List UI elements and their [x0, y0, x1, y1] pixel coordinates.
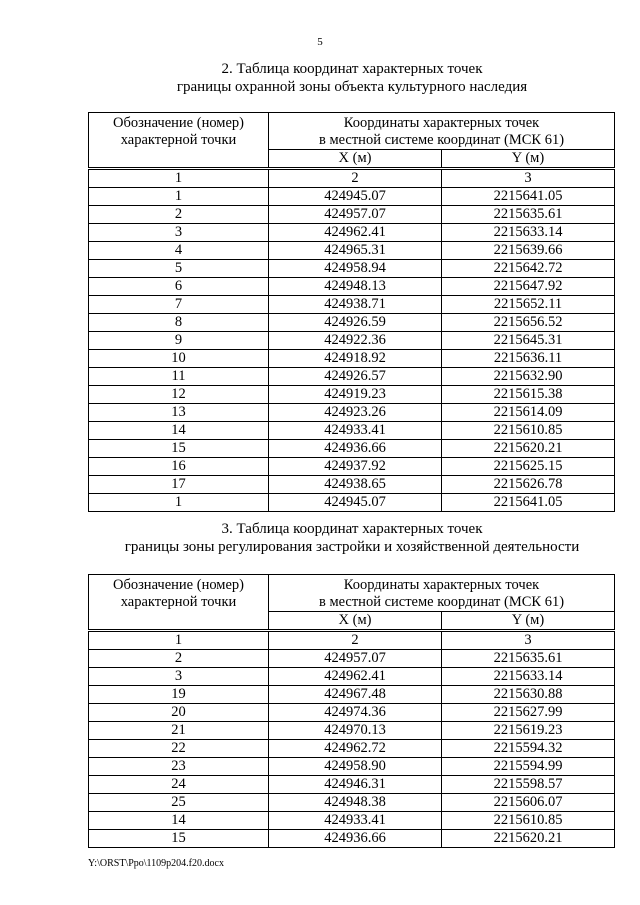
header-point-designation-line-2: характерной точки: [120, 594, 237, 610]
column-number-1: 1: [89, 631, 269, 650]
table-row: [89, 650, 615, 668]
x-coordinate-cell: 424918.92: [269, 350, 442, 368]
y-coordinate-cell: 2215633.14: [442, 224, 615, 242]
column-number-row: [89, 631, 615, 650]
y-coordinate-cell: 2215610.85: [442, 422, 615, 440]
y-coordinate-cell: 2215625.15: [442, 458, 615, 476]
y-coordinate-cell: 2215606.07: [442, 794, 615, 812]
y-coordinate-cell: 2215641.05: [442, 494, 615, 512]
y-coordinate-cell: 2215652.11: [442, 296, 615, 314]
column-number-3: 3: [442, 169, 615, 188]
x-coordinate-cell: 424938.71: [269, 296, 442, 314]
x-coordinate-cell: 424946.31: [269, 776, 442, 794]
table-row: [89, 260, 615, 278]
point-number-cell: 1: [89, 188, 269, 206]
header-coordinates-line-1: Координаты характерных точек: [343, 115, 540, 131]
point-number-cell: 16: [89, 458, 269, 476]
table-row: [89, 758, 615, 776]
x-coordinate-cell: 424933.41: [269, 422, 442, 440]
x-coordinate-cell: 424945.07: [269, 188, 442, 206]
coordinates-table-3: [88, 574, 615, 848]
table-row: [89, 332, 615, 350]
column-number-2: 2: [269, 169, 442, 188]
table-row: [89, 368, 615, 386]
y-coordinate-cell: 2215647.92: [442, 278, 615, 296]
x-coordinate-cell: 424948.38: [269, 794, 442, 812]
table-3-title-line-2: границы зоны регулирования застройки и хозяйственной деятельности: [124, 539, 580, 555]
header-coordinates-line-1: Координаты характерных точек: [343, 577, 540, 593]
y-coordinate-cell: 2215641.05: [442, 188, 615, 206]
table-row: [89, 704, 615, 722]
point-number-cell: 22: [89, 740, 269, 758]
y-coordinate-cell: 2215639.66: [442, 242, 615, 260]
table-row: [89, 686, 615, 704]
table-3-title: [88, 520, 616, 556]
point-number-cell: 8: [89, 314, 269, 332]
column-number-row: [89, 169, 615, 188]
x-coordinate-cell: 424962.72: [269, 740, 442, 758]
x-coordinate-cell: 424970.13: [269, 722, 442, 740]
point-number-cell: 15: [89, 830, 269, 848]
y-coordinate-cell: 2215656.52: [442, 314, 615, 332]
header-point-designation: [89, 113, 269, 169]
x-coordinate-cell: 424958.94: [269, 260, 442, 278]
y-coordinate-cell: 2215633.14: [442, 668, 615, 686]
point-number-cell: 13: [89, 404, 269, 422]
x-coordinate-cell: 424933.41: [269, 812, 442, 830]
point-number-cell: 3: [89, 668, 269, 686]
x-coordinate-cell: 424926.59: [269, 314, 442, 332]
point-number-cell: 15: [89, 440, 269, 458]
table-row: [89, 668, 615, 686]
header-coordinates-line-2: в местной системе координат (МСК 61): [318, 594, 565, 610]
point-number-cell: 25: [89, 794, 269, 812]
table-row: [89, 242, 615, 260]
point-number-cell: 14: [89, 812, 269, 830]
table-row: [89, 722, 615, 740]
table-row: [89, 296, 615, 314]
x-coordinate-cell: 424967.48: [269, 686, 442, 704]
header-point-designation: [89, 575, 269, 631]
y-coordinate-cell: 2215594.99: [442, 758, 615, 776]
column-number-1: 1: [89, 169, 269, 188]
x-coordinate-cell: 424957.07: [269, 650, 442, 668]
x-coordinate-cell: 424957.07: [269, 206, 442, 224]
y-coordinate-cell: 2215635.61: [442, 650, 615, 668]
point-number-cell: 5: [89, 260, 269, 278]
x-coordinate-cell: 424958.90: [269, 758, 442, 776]
table-row: [89, 440, 615, 458]
header-x: X (м): [269, 150, 442, 169]
point-number-cell: 3: [89, 224, 269, 242]
table-row: [89, 188, 615, 206]
point-number-cell: 10: [89, 350, 269, 368]
table-row: [89, 458, 615, 476]
table-row: [89, 404, 615, 422]
point-number-cell: 6: [89, 278, 269, 296]
y-coordinate-cell: 2215642.72: [442, 260, 615, 278]
header-coordinates: [269, 575, 615, 612]
table-row: [89, 422, 615, 440]
y-coordinate-cell: 2215630.88: [442, 686, 615, 704]
table-row: [89, 830, 615, 848]
point-number-cell: 9: [89, 332, 269, 350]
y-coordinate-cell: 2215594.32: [442, 740, 615, 758]
table-row: [89, 350, 615, 368]
x-coordinate-cell: 424948.13: [269, 278, 442, 296]
y-coordinate-cell: 2215614.09: [442, 404, 615, 422]
point-number-cell: 23: [89, 758, 269, 776]
y-coordinate-cell: 2215610.85: [442, 812, 615, 830]
column-number-2: 2: [269, 631, 442, 650]
table-3-title-line-1: 3. Таблица координат характерных точек: [221, 521, 483, 537]
column-number-3: 3: [442, 631, 615, 650]
table-row: [89, 278, 615, 296]
table-row: [89, 494, 615, 512]
x-coordinate-cell: 424938.65: [269, 476, 442, 494]
x-coordinate-cell: 424945.07: [269, 494, 442, 512]
y-coordinate-cell: 2215615.38: [442, 386, 615, 404]
y-coordinate-cell: 2215635.61: [442, 206, 615, 224]
point-number-cell: 2: [89, 650, 269, 668]
table-header-row: [89, 575, 615, 612]
table-2-title: [88, 60, 616, 96]
x-coordinate-cell: 424974.36: [269, 704, 442, 722]
y-coordinate-cell: 2215632.90: [442, 368, 615, 386]
x-coordinate-cell: 424965.31: [269, 242, 442, 260]
y-coordinate-cell: 2215598.57: [442, 776, 615, 794]
x-coordinate-cell: 424923.26: [269, 404, 442, 422]
point-number-cell: 1: [89, 494, 269, 512]
point-number-cell: 2: [89, 206, 269, 224]
table-row: [89, 776, 615, 794]
point-number-cell: 12: [89, 386, 269, 404]
x-coordinate-cell: 424962.41: [269, 668, 442, 686]
x-coordinate-cell: 424936.66: [269, 830, 442, 848]
point-number-cell: 21: [89, 722, 269, 740]
table-row: [89, 476, 615, 494]
table-2-title-line-2: границы охранной зоны объекта культурного наследия: [176, 79, 528, 95]
x-coordinate-cell: 424922.36: [269, 332, 442, 350]
header-y: Y (м): [442, 150, 615, 169]
coordinates-table-2: [88, 112, 615, 512]
header-coordinates-line-2: в местной системе координат (МСК 61): [318, 132, 565, 148]
y-coordinate-cell: 2215619.23: [442, 722, 615, 740]
table-header-row: [89, 113, 615, 150]
table-row: [89, 386, 615, 404]
x-coordinate-cell: 424919.23: [269, 386, 442, 404]
header-point-designation-line-2: характерной точки: [120, 132, 237, 148]
point-number-cell: 24: [89, 776, 269, 794]
point-number-cell: 11: [89, 368, 269, 386]
page-number: 5: [317, 36, 323, 48]
point-number-cell: 4: [89, 242, 269, 260]
x-coordinate-cell: 424937.92: [269, 458, 442, 476]
header-coordinates: [269, 113, 615, 150]
y-coordinate-cell: 2215620.21: [442, 830, 615, 848]
point-number-cell: 14: [89, 422, 269, 440]
header-x: X (м): [269, 612, 442, 631]
point-number-cell: 17: [89, 476, 269, 494]
y-coordinate-cell: 2215626.78: [442, 476, 615, 494]
table-row: [89, 224, 615, 242]
y-coordinate-cell: 2215636.11: [442, 350, 615, 368]
point-number-cell: 7: [89, 296, 269, 314]
table-row: [89, 740, 615, 758]
y-coordinate-cell: 2215620.21: [442, 440, 615, 458]
footer-file-path: Y:\ORST\Ppo\1109p204.f20.docx: [88, 858, 224, 869]
x-coordinate-cell: 424962.41: [269, 224, 442, 242]
x-coordinate-cell: 424936.66: [269, 440, 442, 458]
table-row: [89, 812, 615, 830]
point-number-cell: 19: [89, 686, 269, 704]
y-coordinate-cell: 2215627.99: [442, 704, 615, 722]
x-coordinate-cell: 424926.57: [269, 368, 442, 386]
table-row: [89, 794, 615, 812]
header-point-designation-line-1: Обозначение (номер): [112, 577, 244, 593]
header-point-designation-line-1: Обозначение (номер): [112, 115, 244, 131]
header-y: Y (м): [442, 612, 615, 631]
table-2-title-line-1: 2. Таблица координат характерных точек: [221, 61, 483, 77]
table-row: [89, 206, 615, 224]
y-coordinate-cell: 2215645.31: [442, 332, 615, 350]
point-number-cell: 20: [89, 704, 269, 722]
table-row: [89, 314, 615, 332]
